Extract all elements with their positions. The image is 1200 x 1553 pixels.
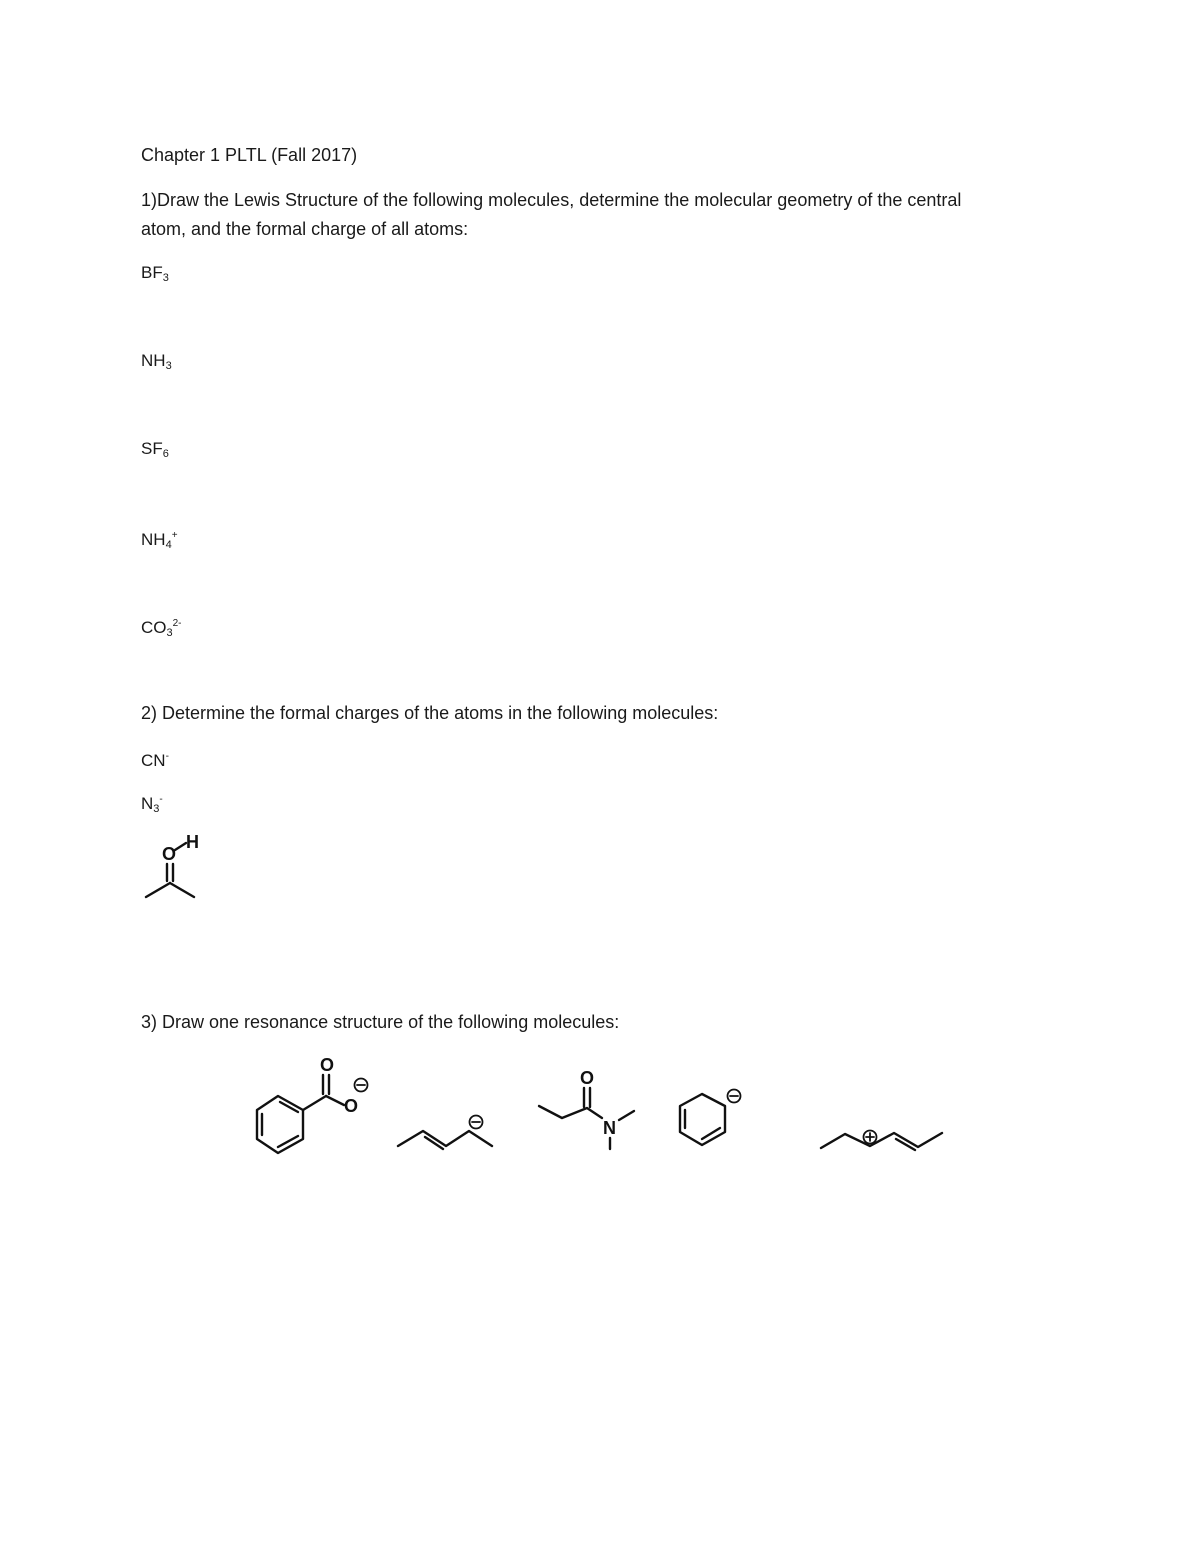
ring-double-bond-2 xyxy=(278,1136,298,1147)
molecule-bf3: $BF_3$ xyxy=(141,263,169,284)
molecule-nh4-plus: $NH_4^+$ xyxy=(141,530,178,551)
molecule-nh3: $NH_3$ xyxy=(141,351,172,372)
page-title: Chapter 1 PLTL (Fall 2017) xyxy=(141,145,358,165)
negative-charge-icon xyxy=(470,1116,483,1129)
benzoate-structure xyxy=(250,1050,375,1155)
nitrogen-label: N xyxy=(603,1118,616,1138)
protonated-acetone-structure xyxy=(140,828,210,904)
cyclohexadienyl-anion-structure xyxy=(675,1084,750,1150)
molecule-co3-2minus: $CO_3^{2-}$ xyxy=(141,618,182,639)
question-2-text: 2) Determine the formal charges of the atoms in the following molecules: xyxy=(141,703,719,723)
c-o-single-bond xyxy=(326,1096,344,1105)
question-1-text-line1: 1)Draw the Lewis Structure of the following molecules, determine the molecular geometry of the central xyxy=(141,190,962,210)
pentadienyl-cation-structure xyxy=(818,1118,948,1152)
oxygen-label: O xyxy=(580,1068,595,1088)
benzene-ring xyxy=(257,1096,303,1153)
ring-carbonyl-bond xyxy=(303,1096,326,1110)
molecule-cn-minus: CN- xyxy=(141,751,169,770)
c-c-bond-left xyxy=(146,883,170,897)
hydrogen-label: H xyxy=(186,832,199,852)
carbon-chain xyxy=(539,1106,602,1118)
oxygen-label: O xyxy=(320,1055,335,1075)
molecule-n3-minus: $N_3^-$ xyxy=(141,794,163,815)
o-h-bond xyxy=(175,843,186,850)
carbon-chain xyxy=(398,1131,492,1146)
question-1-text-line2: atom, and the formal charge of all atoms: xyxy=(141,219,469,239)
molecule-sf6: $SF_6$ xyxy=(141,439,169,460)
oxygen-label: O xyxy=(344,1096,359,1116)
oxygen-label: O xyxy=(162,844,177,864)
negative-charge-icon xyxy=(728,1090,741,1103)
carbon-chain xyxy=(821,1133,942,1148)
allyl-anion-structure xyxy=(395,1112,500,1154)
negative-charge-icon xyxy=(355,1079,368,1092)
c-c-bond-right xyxy=(170,883,194,897)
n-methyl-bond-right xyxy=(619,1111,634,1120)
positive-charge-icon xyxy=(864,1131,877,1144)
amide-structure xyxy=(535,1052,640,1152)
question-3-text: 3) Draw one resonance structure of the following molecules: xyxy=(141,1012,620,1032)
